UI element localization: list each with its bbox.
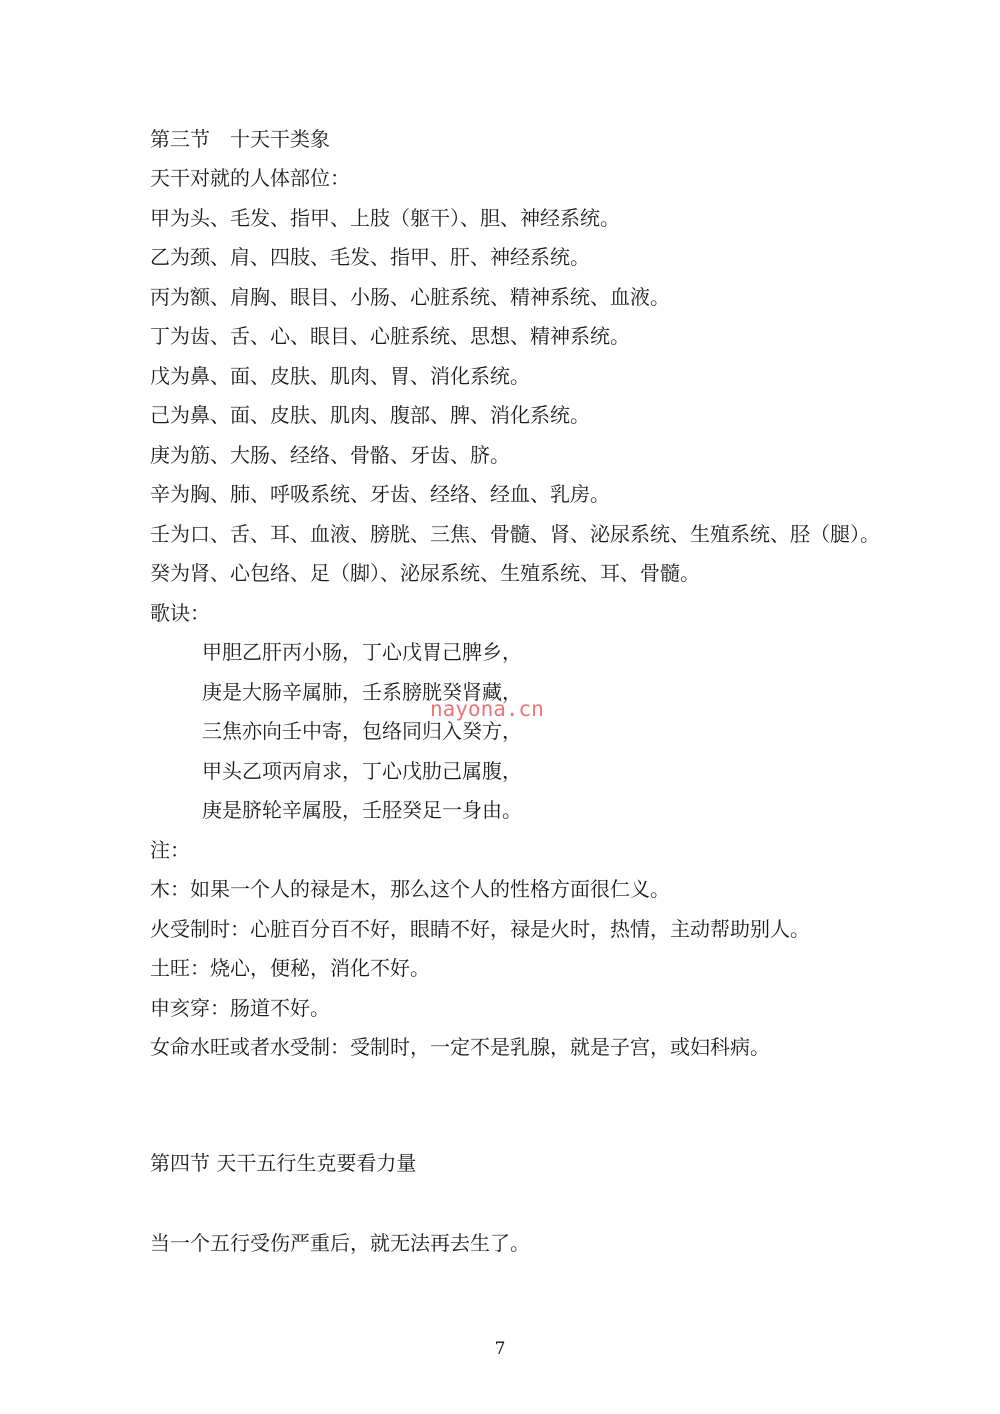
section-3-subtitle: 天干对就的人体部位：	[150, 166, 350, 190]
verse-line: 甲头乙项丙肩求，丁心戊肋己属腹，	[202, 759, 522, 783]
body-part-item: 丁为齿、舌、心、眼目、心脏系统、思想、精神系统。	[150, 324, 630, 348]
note-item: 女命水旺或者水受制：受制时，一定不是乳腺，就是子宫，或妇科病。	[150, 1035, 770, 1059]
body-part-item: 庚为筋、大肠、经络、骨骼、牙齿、脐。	[150, 443, 510, 467]
page-number: 7	[494, 1339, 506, 1359]
body-part-item: 丙为额、肩胸、眼目、小肠、心脏系统、精神系统、血液。	[150, 285, 670, 309]
body-part-item: 壬为口、舌、耳、血液、膀胱、三焦、骨髓、肾、泌尿系统、生殖系统、胫（腿）。	[150, 522, 880, 546]
note-item: 土旺：烧心，便秘，消化不好。	[150, 956, 430, 980]
section-3-title: 第三节 十天干类象	[150, 127, 330, 151]
note-item: 火受制时：心脏百分百不好，眼睛不好，禄是火时，热情，主动帮助别人。	[150, 917, 810, 941]
body-part-item: 辛为胸、肺、呼吸系统、牙齿、经络、经血、乳房。	[150, 482, 610, 506]
note-label: 注：	[150, 838, 190, 862]
verse-line: 庚是脐轮辛属股，壬胫癸足一身由。	[202, 798, 522, 822]
note-item: 申亥穿：肠道不好。	[150, 996, 330, 1020]
verse-label: 歌诀：	[150, 601, 210, 625]
body-part-item: 己为鼻、面、皮肤、肌肉、腹部、脾、消化系统。	[150, 403, 590, 427]
section-4-body: 当一个五行受伤严重后，就无法再去生了。	[150, 1231, 530, 1255]
watermark-text: nayona.cn	[430, 697, 544, 721]
body-part-item: 戊为鼻、面、皮肤、肌肉、胃、消化系统。	[150, 364, 530, 388]
body-part-item: 癸为肾、心包络、足（脚）、泌尿系统、生殖系统、耳、骨髓。	[150, 561, 700, 585]
verse-line: 三焦亦向壬中寄，包络同归入癸方，	[202, 719, 522, 743]
body-part-item: 甲为头、毛发、指甲、上肢（躯干）、胆、神经系统。	[150, 206, 620, 230]
verse-line: 甲胆乙肝丙小肠，丁心戊胃己脾乡，	[202, 640, 522, 664]
note-item: 木：如果一个人的禄是木，那么这个人的性格方面很仁义。	[150, 877, 670, 901]
section-4-title: 第四节 天干五行生克要看力量	[150, 1151, 417, 1175]
body-part-item: 乙为颈、肩、四肢、毛发、指甲、肝、神经系统。	[150, 245, 590, 269]
verse-line: 庚是大肠辛属肺，壬系膀胱癸肾藏，	[202, 680, 522, 704]
